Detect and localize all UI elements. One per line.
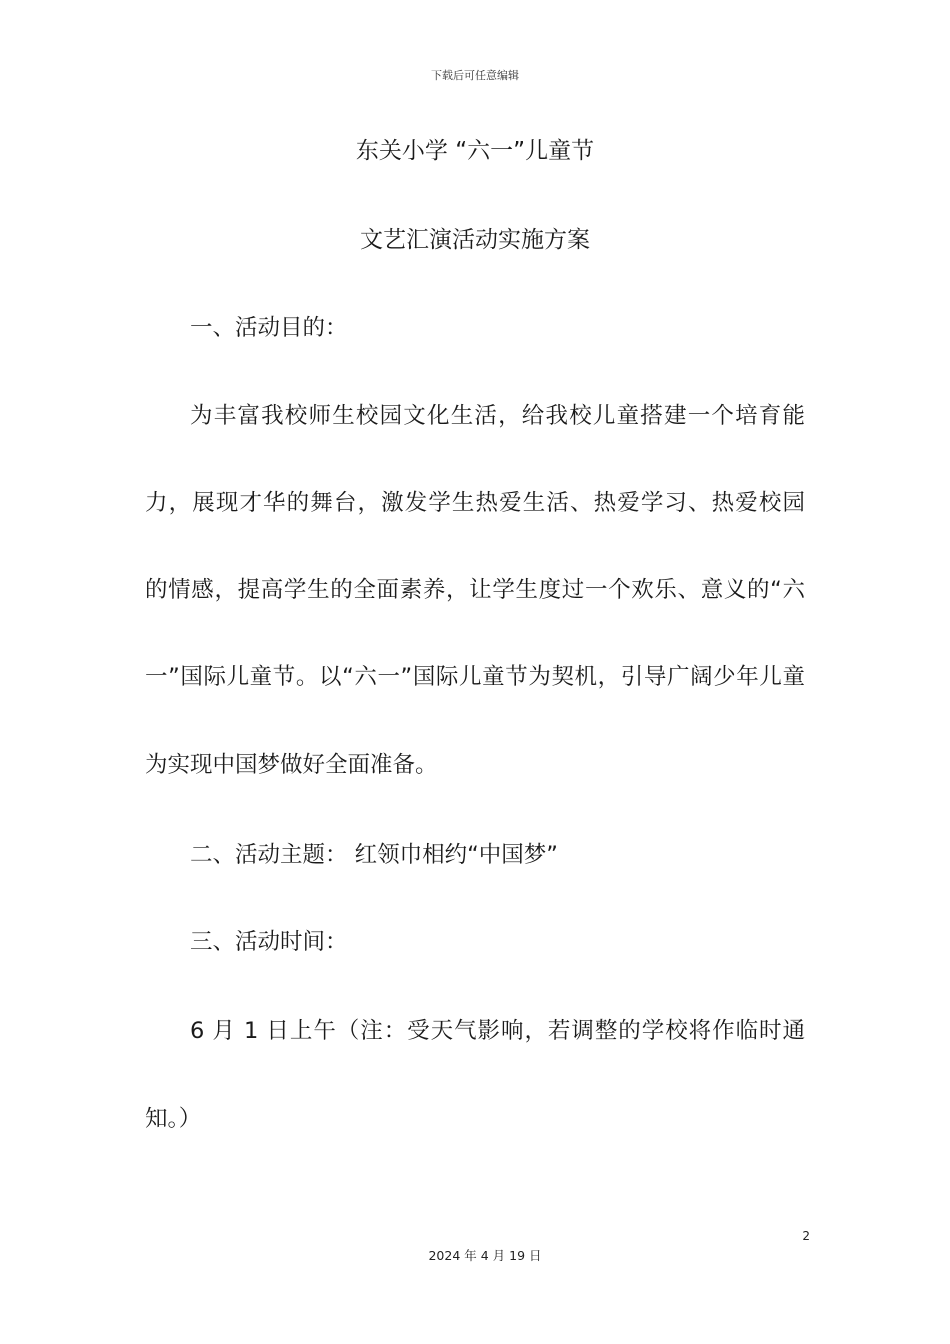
paragraph-line: 一”国际儿童节。以“六一”国际儿童节为契机，引导广阔少年儿童	[145, 664, 805, 690]
paragraph-line: 的情感，提高学生的全面素养，让学生度过一个欢乐、意义的“六	[145, 577, 805, 603]
paragraph-line: 力，展现才华的舞台，激发学生热爱生活、热爱学习、热爱校园	[145, 490, 805, 516]
page-number: 2	[802, 1229, 810, 1243]
paragraph-line: 为实现中国梦做好全面准备。	[145, 752, 438, 778]
section-heading-time: 三、活动时间：	[190, 929, 348, 955]
section-heading-purpose: 一、活动目的：	[190, 315, 348, 341]
paragraph-line: 6 月 1 日上午（注：受天气影响，若调整的学校将作临时通	[190, 1018, 805, 1044]
header-note: 下载后可任意编辑	[431, 69, 519, 82]
document-title-line-1: 东关小学 “六一”儿童节	[355, 138, 595, 164]
footer-date: 2024 年 4 月 19 日	[428, 1248, 542, 1263]
section-heading-theme: 二、活动主题： 红领巾相约“中国梦”	[190, 842, 558, 868]
paragraph-line: 为丰富我校师生校园文化生活，给我校儿童搭建一个培育能	[190, 403, 805, 429]
paragraph-line: 知。）	[145, 1106, 202, 1132]
document-title-line-2: 文艺汇演活动实施方案	[360, 227, 590, 253]
